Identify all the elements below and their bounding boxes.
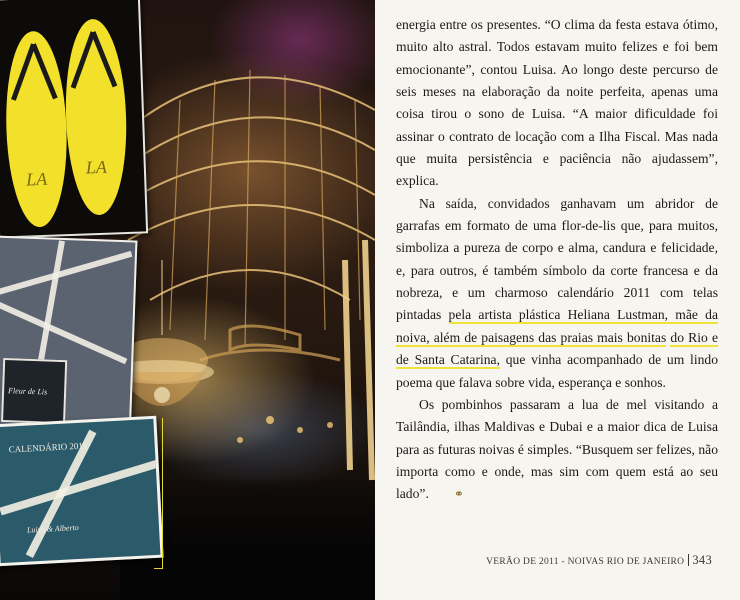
calendar-photo <box>0 416 164 566</box>
highlight-line-3: do Rio e de Santa Catarina, <box>396 329 718 368</box>
calendar-names: Luisa & Alberto <box>26 522 80 535</box>
paragraph-3-text: Os pombinhos passaram a lua de mel visitando a Tailândia, ilhas Maldivas e Dubai e a maior dica de Luisa para as futuras noivas é simples. “Busquem ser felizes, não importa como e onde, mas sim com quem está ao seu lado”. <box>396 396 718 502</box>
highlight-line-2: noiva, além de paisagens das praias mais bonitas <box>396 329 667 345</box>
flipflops-photo <box>0 0 148 239</box>
page-number: 343 <box>692 553 712 567</box>
flipflop-monogram-left: LA <box>25 168 48 190</box>
paragraph-2-text-b: que vinha acompanhado de um lindo poema que falava sobre vida, esperança e sonhos. <box>396 352 718 390</box>
favor-box-tag: Fleur de Lis <box>7 386 48 397</box>
flipflop-monogram-right: LA <box>85 156 108 178</box>
paragraph-2-text-a: Na saída, convidados ganhavam um abridor de garrafas em formato de uma flor-de-lis que, para muitos, simboliza a pureza de corpo e alma, candura e felicidade, e, para outros, é também símbolo da corte francesa e da nobreza, e um charmoso calendário 2011 com telas pintadas <box>396 195 718 323</box>
article-paragraph-2 <box>396 193 718 394</box>
yellow-frame-line <box>154 418 163 569</box>
article-paragraph-3 <box>396 394 718 506</box>
page-footer <box>486 553 712 568</box>
calendar-label: CALENDÁRIO 2011 <box>8 440 88 455</box>
article-column <box>396 14 718 506</box>
rings-end-icon: ⚭ <box>453 487 464 502</box>
issue-label: VERÃO DE 2011 - NOIVAS RIO DE JANEIRO <box>486 557 685 567</box>
article-paragraph-1: energia entre os presentes. “O clima da festa estava ótimo, muito alto astral. Todos estavam muito felizes e foi bem emocionante”, contou Luisa. Ao longo deste percurso de seis meses na elaboração da noite perfeita, apenas uma coisa tirou o sono de Luisa. “A maior dificuldade foi assinar o contrato de locação com a Ilha Fiscal. Mas nada que muita persistência e paciência não ajudassem”, explica. <box>396 17 718 189</box>
highlight-line-1: pela artista plástica Heliana Lustman, mãe da <box>448 307 718 323</box>
footer-divider <box>688 554 689 566</box>
favor-boxes-photo <box>0 236 137 441</box>
